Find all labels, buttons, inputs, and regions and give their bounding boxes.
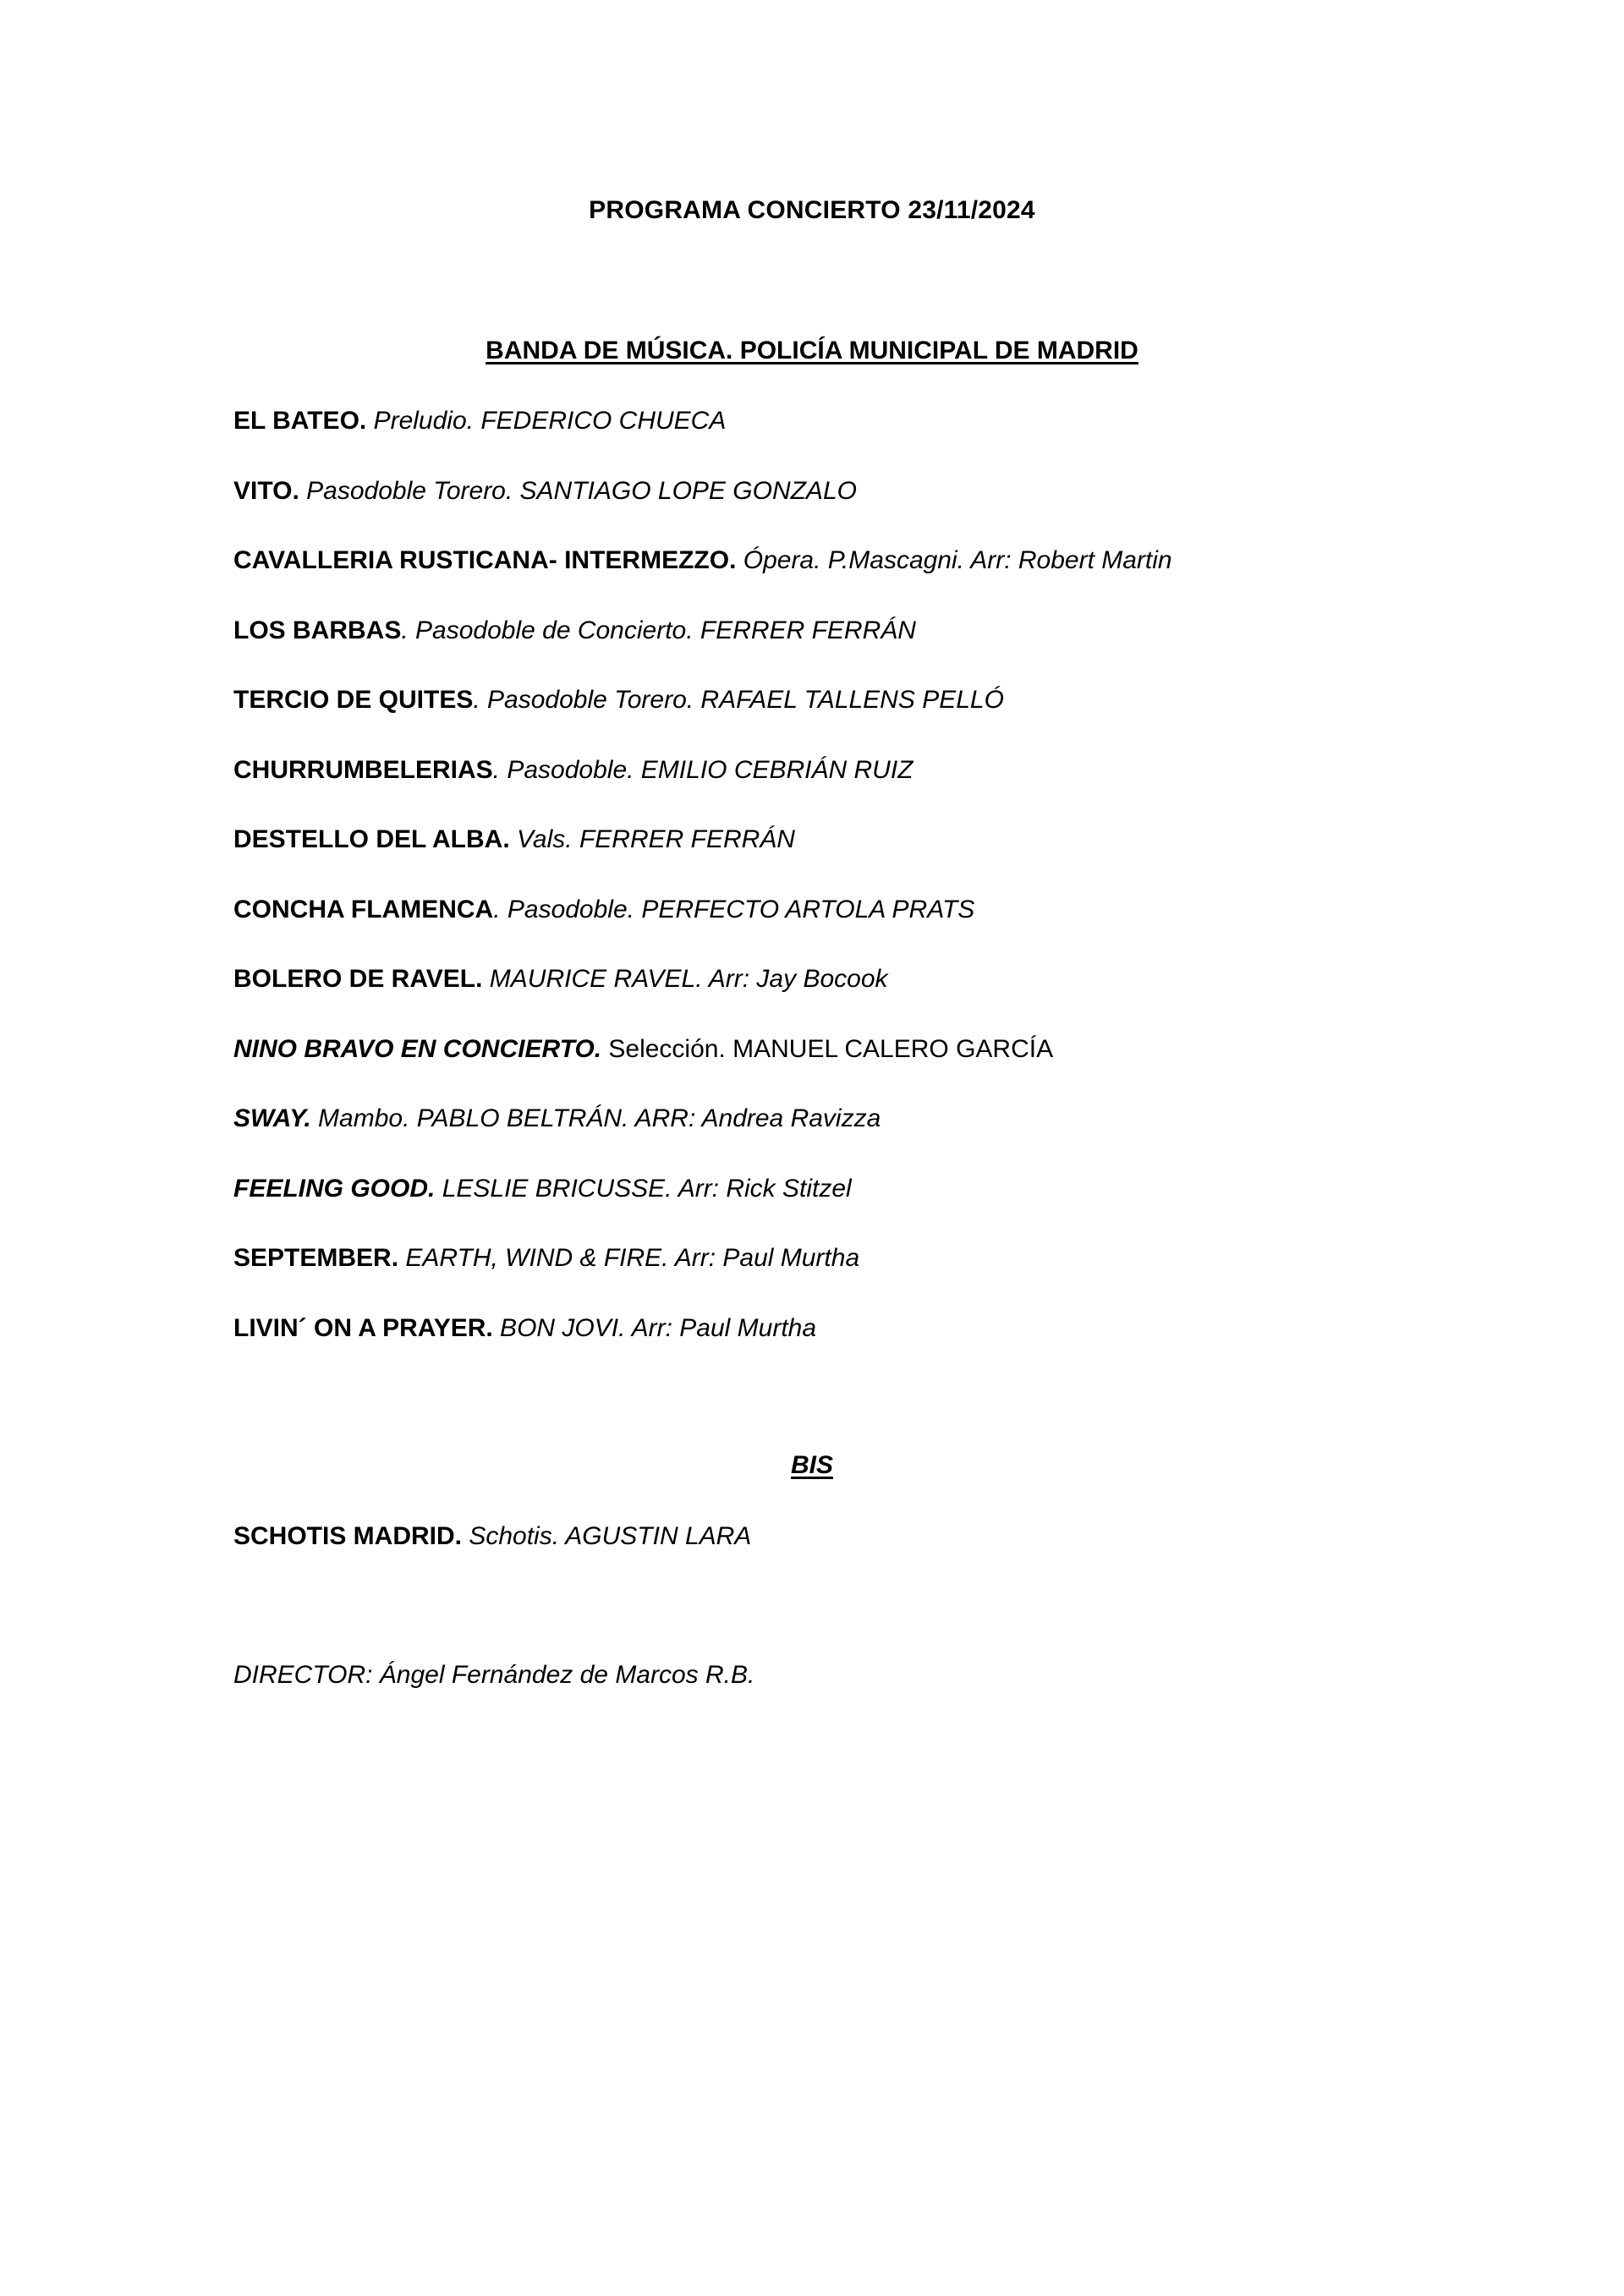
piece-title: SCHOTIS MADRID.	[233, 1522, 462, 1550]
piece-title: CHURRUMBELERIAS	[233, 755, 493, 784]
piece-title: LIVIN´ ON A PRAYER.	[233, 1313, 493, 1342]
program-item	[233, 1104, 1502, 1174]
piece-title: TERCIO DE QUITES	[233, 686, 474, 714]
program-list	[233, 406, 1502, 1383]
piece-details: Mambo. PABLO BELTRÁN. ARR: Andrea Ravizza	[310, 1104, 881, 1132]
piece-title: CAVALLERIA RUSTICANA- INTERMEZZO.	[233, 546, 737, 574]
piece-details: BON JOVI. Arr: Paul Murtha	[492, 1313, 817, 1342]
bis-heading: BIS	[790, 1451, 833, 1479]
piece-title: VITO.	[233, 476, 299, 505]
piece-title: LOS BARBAS	[233, 616, 402, 644]
piece-title: EL BATEO.	[233, 407, 367, 435]
program-item	[233, 755, 1502, 825]
piece-details: . Pasodoble. EMILIO CEBRIÁN RUIZ	[492, 755, 914, 784]
program-item	[233, 545, 1502, 616]
program-item	[233, 616, 1502, 686]
document-title: PROGRAMA CONCIERTO 23/11/2024	[589, 196, 1035, 224]
piece-title: BOLERO DE RAVEL.	[233, 965, 483, 993]
bis-list	[233, 1521, 751, 1552]
piece-details: MAURICE RAVEL. Arr: Jay Bocook	[482, 965, 888, 993]
piece-details: Pasodoble Torero. SANTIAGO LOPE GONZALO	[299, 476, 857, 505]
piece-title: SEPTEMBER.	[233, 1244, 399, 1272]
bis-item	[233, 1521, 751, 1552]
program-item	[233, 1313, 1502, 1384]
program-item	[233, 1243, 1502, 1313]
piece-details: Selección. MANUEL CALERO GARCÍA	[601, 1034, 1054, 1063]
piece-details: Schotis. AGUSTIN LARA	[462, 1522, 752, 1550]
band-title: BANDA DE MÚSICA. POLICÍA MUNICIPAL DE MADRID	[486, 337, 1138, 364]
piece-details: EARTH, WIND & FIRE. Arr: Paul Murtha	[398, 1244, 860, 1272]
piece-details: Preludio. FEDERICO CHUECA	[366, 407, 727, 435]
program-item	[233, 895, 1502, 965]
piece-details: . Pasodoble Torero. RAFAEL TALLENS PELLÓ	[473, 686, 1004, 714]
program-item	[233, 406, 1502, 476]
program-item	[233, 476, 1502, 546]
piece-details: LESLIE BRICUSSE. Arr: Rick Stitzel	[435, 1174, 852, 1203]
piece-title: FEELING GOOD.	[233, 1174, 436, 1203]
director-credit: DIRECTOR: Ángel Fernández de Marcos R.B.	[233, 1661, 755, 1689]
program-item	[233, 1034, 1502, 1104]
piece-title: SWAY.	[233, 1104, 311, 1132]
piece-details: Ópera. P.Mascagni. Arr: Robert Martin	[736, 546, 1172, 574]
piece-details: Vals. FERRER FERRÁN	[509, 825, 795, 853]
piece-details: . Pasodoble. PERFECTO ARTOLA PRATS	[493, 895, 975, 923]
piece-title: CONCHA FLAMENCA	[233, 895, 494, 923]
program-item	[233, 685, 1502, 755]
piece-title: DESTELLO DEL ALBA.	[233, 825, 510, 853]
program-item	[233, 1174, 1502, 1244]
program-item	[233, 964, 1502, 1034]
piece-details: . Pasodoble de Concierto. FERRER FERRÁN	[401, 616, 916, 644]
program-item	[233, 825, 1502, 895]
piece-title: NINO BRAVO EN CONCIERTO.	[233, 1034, 602, 1063]
